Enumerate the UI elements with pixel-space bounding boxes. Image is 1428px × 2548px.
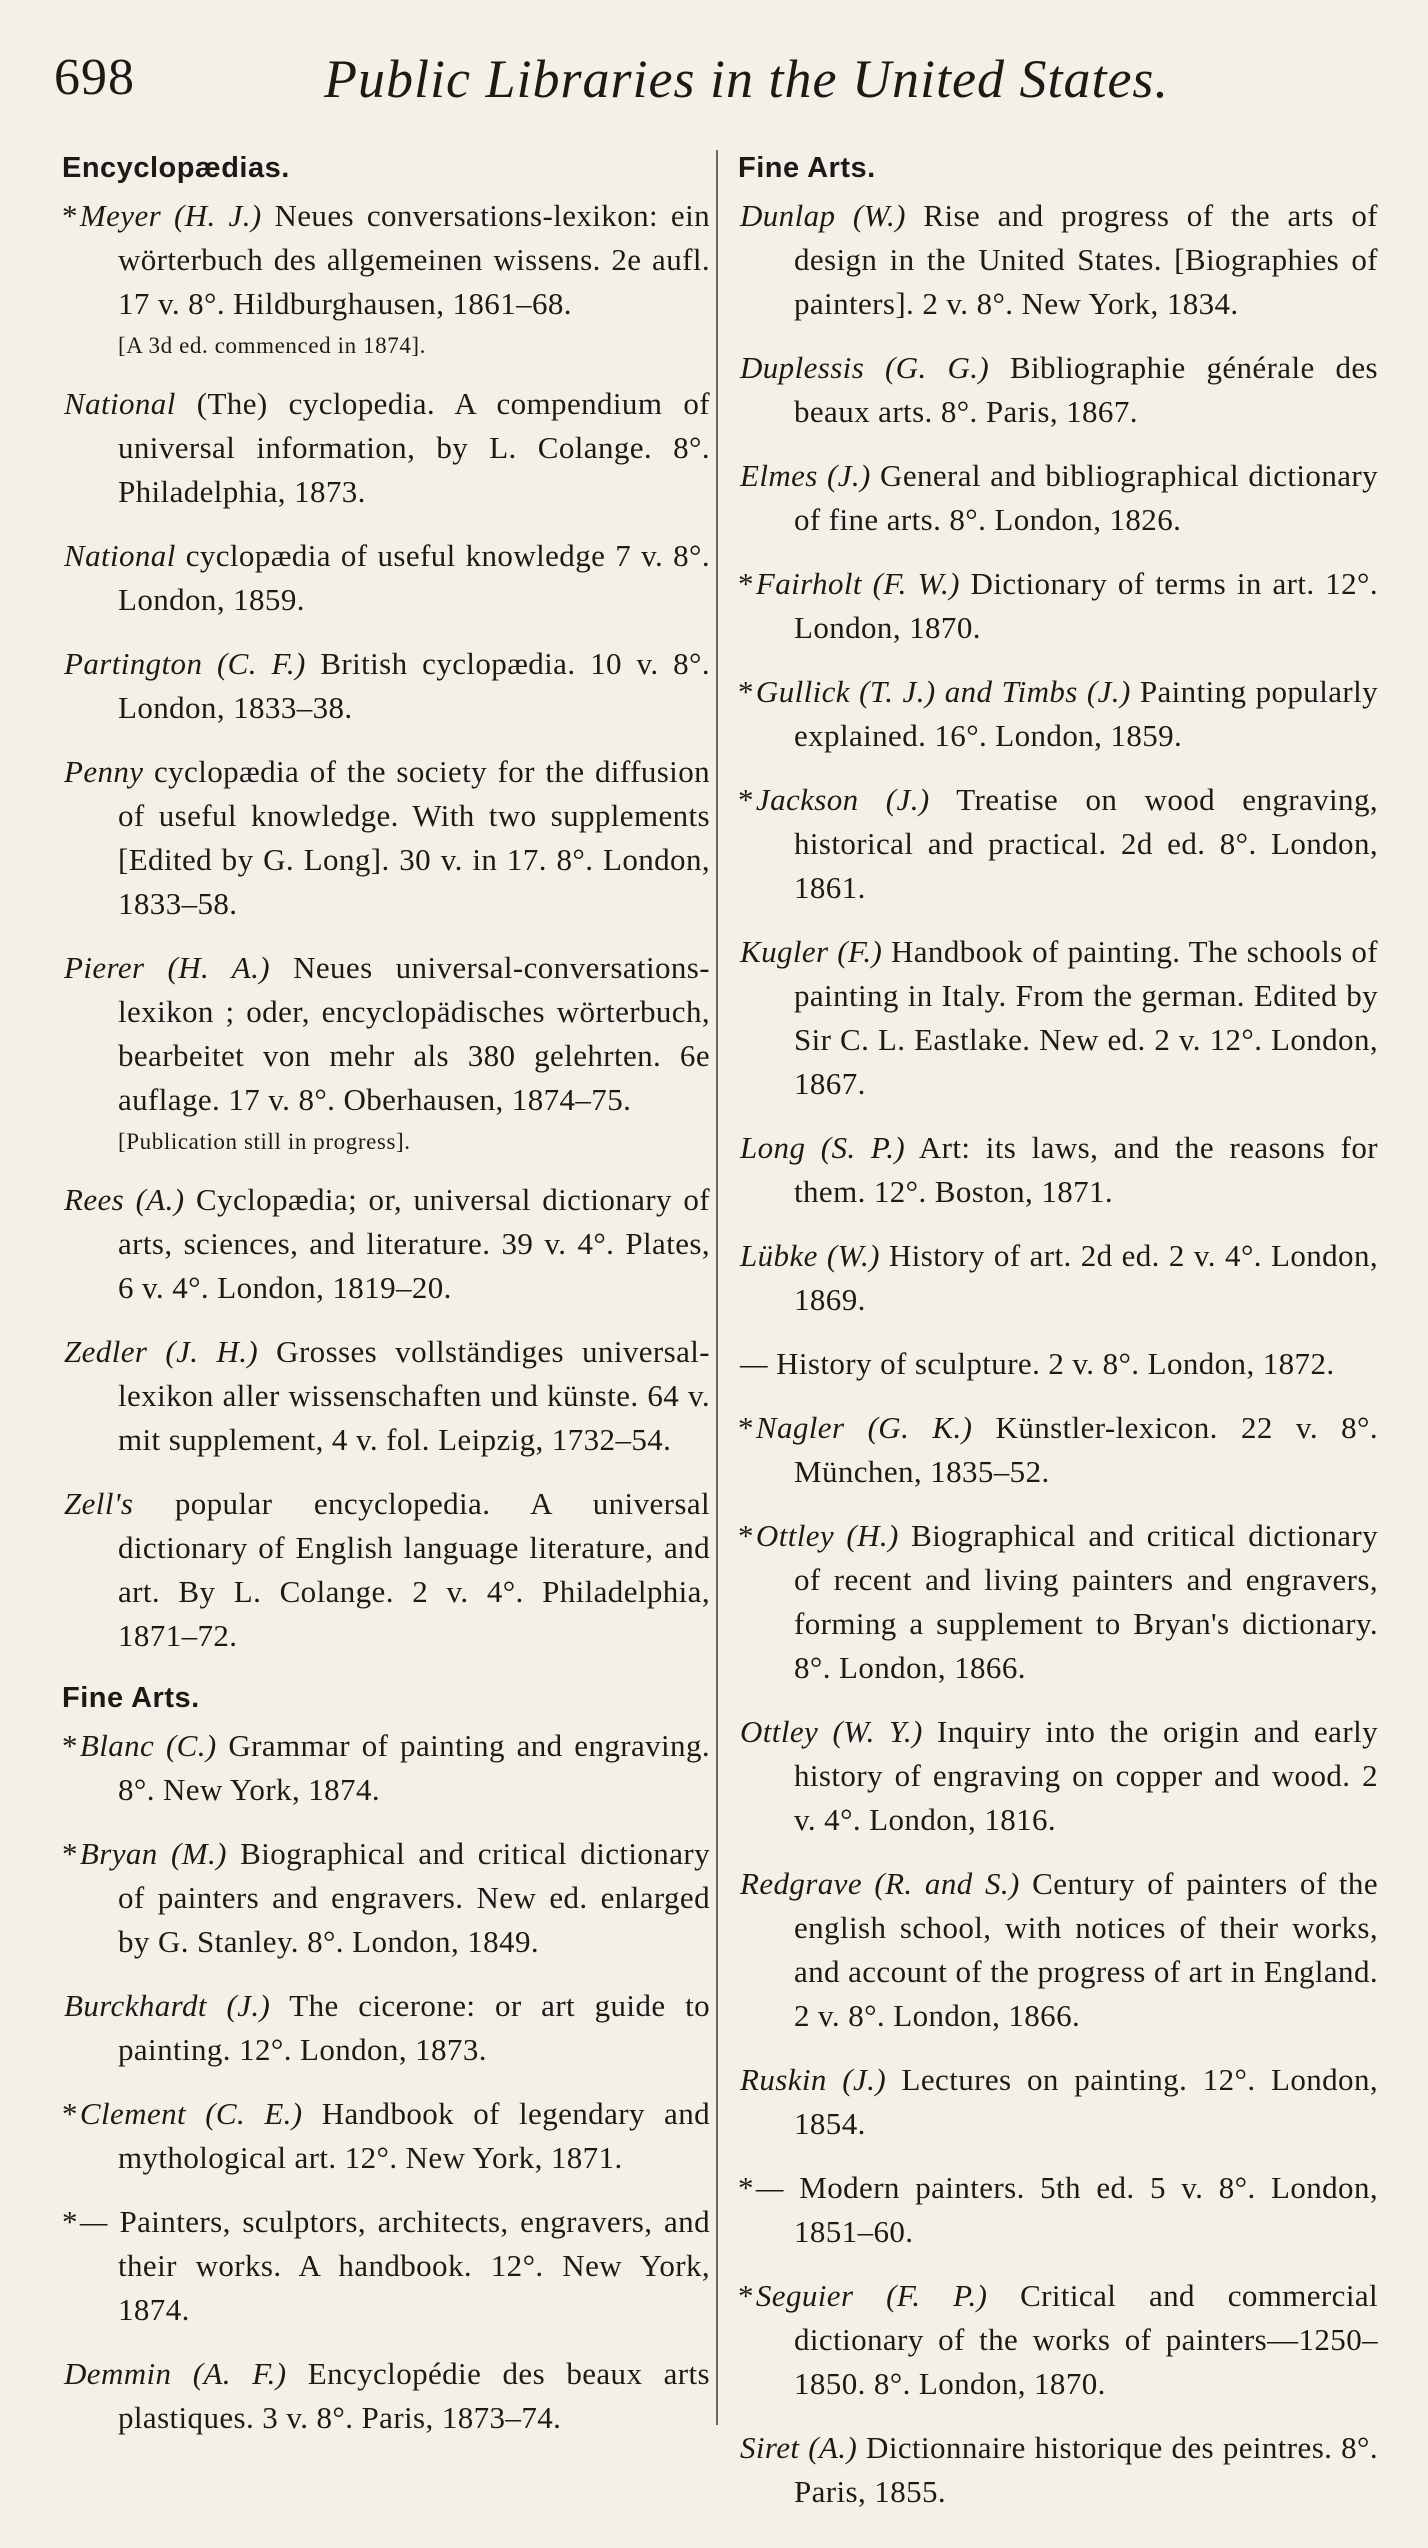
bibliography-entry xyxy=(62,2092,710,2180)
entry-author: Redgrave (R. and S.) xyxy=(740,1866,1020,1901)
bibliography-entry xyxy=(738,1234,1378,1322)
entry-mark: * xyxy=(62,2204,78,2239)
entry-author: Fairholt (F. W.) xyxy=(755,566,960,601)
section-heading-fine-arts: Fine Arts. xyxy=(62,1682,200,1714)
bibliography-entry xyxy=(62,642,710,730)
entry-text: Bibliographie générale des beaux arts. 8°. Paris, 1867. xyxy=(794,350,1378,429)
entry-text: cyclopædia of the society for the diffusion of useful knowledge. With two supplements [Edited by G. Long]. 30 v. in 17. 8°. London, 1833–58. xyxy=(118,754,710,921)
entry-author: National xyxy=(64,386,176,421)
entry-mark: * xyxy=(62,198,78,233)
entry-text: Grosses vollständiges universal-lexikon aller wissenschaften und künste. 64 v. mit supplement, 4 v. fol. Leipzig, 1732–54. xyxy=(118,1334,710,1457)
entry-author: Clement (C. E.) xyxy=(79,2096,303,2131)
entry-author: — xyxy=(740,1346,768,1381)
entry-author: Blanc (C.) xyxy=(79,1728,217,1763)
bibliography-entry xyxy=(738,1710,1378,1842)
bibliography-entry xyxy=(738,1514,1378,1690)
entry-text: cyclopædia of useful knowledge 7 v. 8°. London, 1859. xyxy=(118,538,710,617)
entry-text: Century of painters of the english school, with notices of their works, and account of the progress of art in England. 2 v. 8°. London, 1866. xyxy=(794,1866,1378,2033)
page-number: 698 xyxy=(54,49,135,106)
page-header xyxy=(54,48,1384,128)
bibliography-entry xyxy=(738,1126,1378,1214)
entry-author: — xyxy=(79,2204,108,2239)
entry-mark: * xyxy=(738,2170,754,2205)
entry-text: The cicerone: or art guide to painting. 12°. London, 1873. xyxy=(118,1988,710,2067)
bibliography-entry xyxy=(738,2426,1378,2514)
left-column xyxy=(62,148,710,2460)
entry-author: Partington (C. F.) xyxy=(64,646,306,681)
entry-author: Siret (A.) xyxy=(740,2430,858,2465)
entry-author: Zell's xyxy=(64,1486,134,1521)
entry-text: Handbook of legendary and mythological art. 12°. New York, 1871. xyxy=(118,2096,710,2175)
entry-mark: * xyxy=(62,1728,78,1763)
bibliography-entry xyxy=(62,382,710,514)
entry-author: Duplessis (G. G.) xyxy=(740,350,990,385)
entry-mark: * xyxy=(738,782,754,817)
bibliography-entry xyxy=(62,1984,710,2072)
entry-author: Zedler (J. H.) xyxy=(64,1334,259,1369)
bibliography-entry xyxy=(62,2200,710,2332)
bibliography-entry xyxy=(738,454,1378,542)
bibliography-entry xyxy=(62,1724,710,1812)
entry-text: Handbook of painting. The schools of painting in Italy. From the german. Edited by Sir C. L. Eastlake. New ed. 2 v. 12°. London, 1867. xyxy=(794,934,1378,1101)
entry-text: Critical and commercial dictionary of the works of painters—1250–1850. 8°. London, 1870. xyxy=(794,2278,1378,2401)
bibliography-entry xyxy=(62,1482,710,1658)
entry-mark: * xyxy=(738,674,754,709)
entry-author: Ruskin (J.) xyxy=(740,2062,887,2097)
entry-author: Jackson (J.) xyxy=(755,782,930,817)
bibliography-entry xyxy=(738,2166,1378,2254)
bibliography-entry xyxy=(738,778,1378,910)
entry-text: Modern painters. 5th ed. 5 v. 8°. London, 1851–60. xyxy=(783,2170,1378,2249)
bibliography-entry xyxy=(738,2058,1378,2146)
entry-author: Nagler (G. K.) xyxy=(755,1410,973,1445)
bibliography-entry xyxy=(62,2352,710,2440)
bibliography-entry xyxy=(738,2274,1378,2406)
entry-mark: * xyxy=(738,1518,754,1553)
entry-text: popular encyclopedia. A universal dictionary of English language literature, and art. By L. Colange. 2 v. 4°. Philadelphia, 1871–72. xyxy=(118,1486,710,1653)
entry-author: — xyxy=(755,2170,784,2205)
column-divider xyxy=(716,150,718,2425)
entry-author: Bryan (M.) xyxy=(79,1836,227,1871)
entry-author: Burckhardt (J.) xyxy=(64,1988,271,2023)
fine-arts-list-right xyxy=(738,194,1378,2514)
bibliography-entry xyxy=(738,346,1378,434)
bibliography-entry xyxy=(738,1342,1378,1386)
entry-text: Rise and progress of the arts of design in the United States. [Biographies of painters]. 2 v. 8°. New York, 1834. xyxy=(794,198,1378,321)
right-column xyxy=(738,148,1378,2534)
entry-mark: * xyxy=(738,2278,754,2313)
bibliography-entry xyxy=(738,1862,1378,2038)
entry-text: Inquiry into the origin and early history of engraving on copper and wood. 2 v. 4°. London, 1816. xyxy=(794,1714,1378,1837)
entry-mark: * xyxy=(738,1410,754,1445)
entry-note: [A 3d ed. commenced in 1874]. xyxy=(118,333,427,358)
bibliography-entry xyxy=(62,1178,710,1310)
entry-text: History of sculpture. 2 v. 8°. London, 1872. xyxy=(767,1346,1335,1381)
entry-author: Gullick (T. J.) and Timbs (J.) xyxy=(755,674,1131,709)
entry-text: Dictionary of terms in art. 12°. London, 1870. xyxy=(794,566,1378,645)
entry-text: Encyclopédie des beaux arts plastiques. 3 v. 8°. Paris, 1873–74. xyxy=(118,2356,710,2435)
bibliography-entry xyxy=(738,1406,1378,1494)
entry-text: Neues conversations-lexikon: ein wörterbuch des allgemeinen wissens. 2e aufl. 17 v. 8°. Hildburghausen, 1861–68. xyxy=(118,198,710,321)
entry-author: Elmes (J.) xyxy=(740,458,871,493)
entry-text: Painting popularly explained. 16°. London, 1859. xyxy=(794,674,1379,753)
bibliography-entry xyxy=(62,946,710,1122)
section-heading-fine-arts-continued: Fine Arts. xyxy=(738,152,876,184)
entry-text: Cyclopædia; or, universal dictionary of arts, sciences, and literature. 39 v. 4°. Plates, 6 v. 4°. London, 1819–20. xyxy=(118,1182,710,1305)
running-title: Public Libraries in the United States. xyxy=(324,49,1169,109)
entry-author: National xyxy=(64,538,176,573)
bibliography-entry xyxy=(738,930,1378,1106)
entry-text: British cyclopædia. 10 v. 8°. London, 1833–38. xyxy=(118,646,710,725)
bibliography-entry xyxy=(62,534,710,622)
entry-text: Neues universal-conversations-lexikon ; oder, encyclopädisches wörterbuch, bearbeitet von mehr als 380 gelehrten. 6e auflage. 17 v. 8°. Oberhausen, 1874–75. xyxy=(118,950,710,1117)
entry-text: Künstler-lexicon. 22 v. 8°. München, 1835–52. xyxy=(794,1410,1378,1489)
entry-text: Dictionnaire historique des peintres. 8°. Paris, 1855. xyxy=(794,2430,1379,2509)
bibliography-entry xyxy=(62,194,710,326)
bibliography-entry xyxy=(62,1832,710,1964)
entry-text: Art: its laws, and the reasons for them. 12°. Boston, 1871. xyxy=(794,1130,1378,1209)
entry-text: Biographical and critical dictionary of painters and engravers. New ed. enlarged by G. Stanley. 8°. London, 1849. xyxy=(118,1836,710,1959)
bibliography-entry xyxy=(62,1330,710,1462)
entry-text: Grammar of painting and engraving. 8°. New York, 1874. xyxy=(118,1728,710,1807)
entry-author: Long (S. P.) xyxy=(740,1130,906,1165)
entry-text: History of art. 2d ed. 2 v. 4°. London, 1869. xyxy=(794,1238,1378,1317)
entry-author: Ottley (W. Y.) xyxy=(740,1714,923,1749)
entry-author: Penny xyxy=(64,754,144,789)
entry-text: Biographical and critical dictionary of recent and living painters and engravers, forming a supplement to Bryan's dictionary. 8°. London, 1866. xyxy=(794,1518,1378,1685)
entry-mark: * xyxy=(62,2096,78,2131)
fine-arts-list-left xyxy=(62,1724,710,2440)
bibliography-entry xyxy=(62,750,710,926)
entry-author: Ottley (H.) xyxy=(755,1518,899,1553)
encyclopaedias-list xyxy=(62,194,710,1658)
entry-author: Meyer (H. J.) xyxy=(79,198,262,233)
entry-text: Painters, sculptors, architects, engravers, and their works. A handbook. 12°. New York, 1874. xyxy=(107,2204,710,2327)
entry-author: Rees (A.) xyxy=(64,1182,185,1217)
entry-author: Lübke (W.) xyxy=(740,1238,880,1273)
section-heading-encyclopaedias: Encyclopædias. xyxy=(62,152,290,184)
bibliography-entry xyxy=(738,194,1378,326)
entry-text: Lectures on painting. 12°. London, 1854. xyxy=(794,2062,1378,2141)
entry-mark: * xyxy=(62,1836,78,1871)
entry-text: General and bibliographical dictionary of fine arts. 8°. London, 1826. xyxy=(794,458,1378,537)
entry-author: Pierer (H. A.) xyxy=(64,950,270,985)
entry-mark: * xyxy=(738,566,754,601)
entry-text: Treatise on wood engraving, historical and practical. 2d ed. 8°. London, 1861. xyxy=(794,782,1378,905)
bibliography-entry xyxy=(738,562,1378,650)
entry-author: Dunlap (W.) xyxy=(740,198,906,233)
entry-author: Seguier (F. P.) xyxy=(755,2278,988,2313)
entry-author: Demmin (A. F.) xyxy=(64,2356,287,2391)
bibliography-entry xyxy=(738,670,1378,758)
entry-author: Kugler (F.) xyxy=(740,934,883,969)
entry-text: (The) cyclopedia. A compendium of universal information, by L. Colange. 8°. Philadelphia, 1873. xyxy=(118,386,710,509)
entry-note: [Publication still in progress]. xyxy=(118,1129,411,1154)
